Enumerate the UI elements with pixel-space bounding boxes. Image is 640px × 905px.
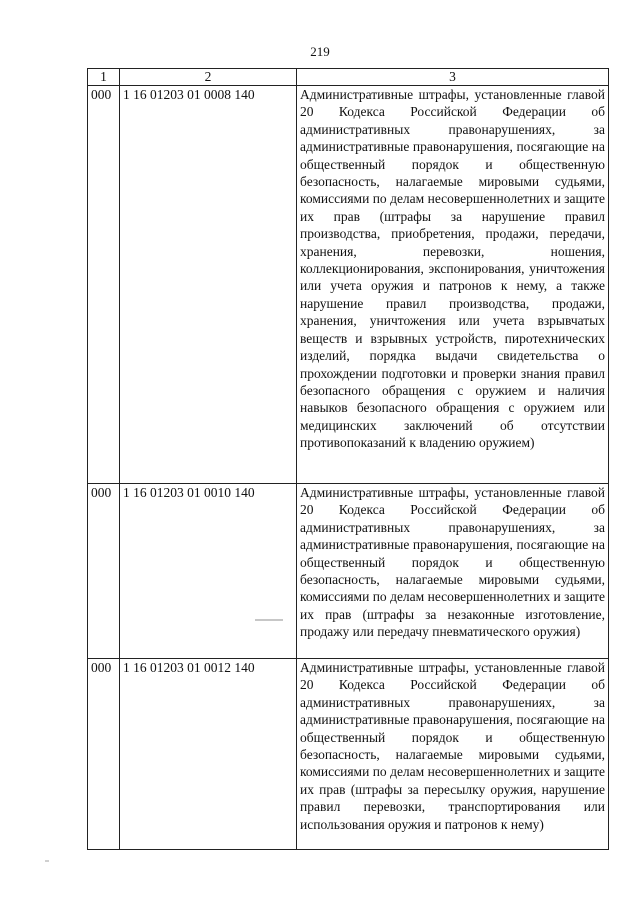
scan-artifact — [45, 860, 49, 862]
column-header-3: 3 — [297, 69, 609, 86]
admin-code-cell: 000 — [88, 659, 120, 850]
budget-code-cell: 1 16 01203 01 0012 140 — [120, 659, 297, 850]
description-cell: Административные штрафы, установленные главой 20 Кодекса Российской Федерации об административных правонарушениях, за административные правонарушения, посягающие на общественный порядок и общественную безопасность, налагаемые мировыми судьями, комиссиями по делам несовершеннолетних и защите их прав (штрафы за пересылку оружия, нарушение правил перевозки, транспортирования или использования оружия и патронов к нему) — [297, 659, 609, 850]
scan-artifact — [255, 619, 283, 621]
budget-code-cell: 1 16 01203 01 0008 140 — [120, 86, 297, 484]
budget-codes-table — [87, 68, 609, 850]
table-header-row — [88, 69, 609, 86]
column-header-2: 2 — [120, 69, 297, 86]
table-row — [88, 484, 609, 659]
budget-code-cell: 1 16 01203 01 0010 140 — [120, 484, 297, 659]
admin-code-cell: 000 — [88, 484, 120, 659]
description-cell: Административные штрафы, установленные главой 20 Кодекса Российской Федерации об административных правонарушениях, за административные правонарушения, посягающие на общественный порядок и общественную безопасность, налагаемые мировыми судьями, комиссиями по делам несовершеннолетних и защите их прав (штрафы за незаконные изготовление, продажу или передачу пневматического оружия) — [297, 484, 609, 659]
column-header-1: 1 — [88, 69, 120, 86]
description-cell: Административные штрафы, установленные главой 20 Кодекса Российской Федерации об административных правонарушениях, за административные правонарушения, посягающие на общественный порядок и общественную безопасность, налагаемые мировыми судьями, комиссиями по делам несовершеннолетних и защите их прав (штрафы за нарушение правил производства, приобретения, продажи, передачи, хранения, перевозки, ношения, коллекционирования, экспонирования, уничтожения или учета оружия и патронов к нему, а также нарушение правил производства, продажи, хранения, уничтожения или учета взрывчатых веществ и взрывных устройств, пиротехнических изделий, порядка выдачи свидетельства о прохождении подготовки и проверки знания правил безопасного обращения с оружием и наличия навыков безопасного обращения с оружием или медицинских заключений об отсутствии противопоказаний к владению оружием) — [297, 86, 609, 484]
admin-code-cell: 000 — [88, 86, 120, 484]
page-number: 219 — [310, 44, 330, 59]
table-row — [88, 86, 609, 484]
table-row — [88, 659, 609, 850]
